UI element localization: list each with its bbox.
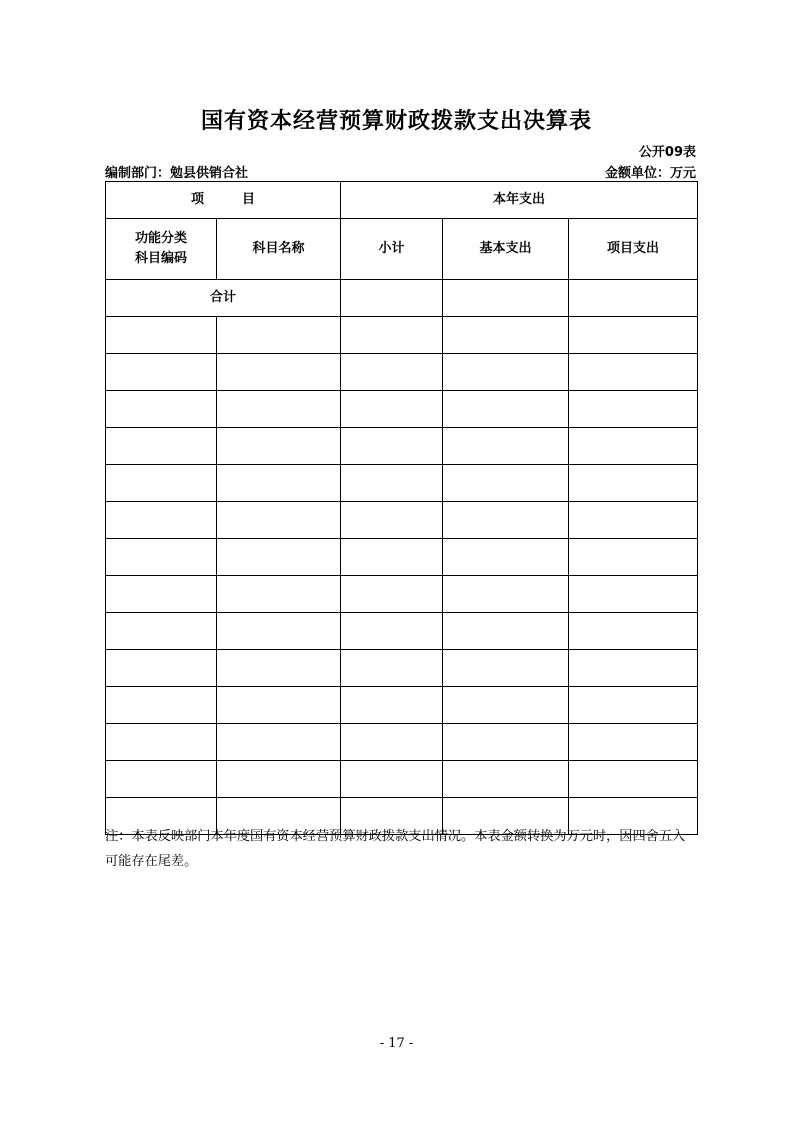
header-project: 项目支出 <box>569 219 698 280</box>
header-item-a: 项 <box>190 192 204 207</box>
department-label: 编制部门：勉县供销合社 <box>105 166 249 181</box>
cell <box>443 613 569 650</box>
cell <box>443 650 569 687</box>
cell <box>341 576 443 613</box>
cell <box>341 502 443 539</box>
cell <box>341 650 443 687</box>
cell <box>443 724 569 761</box>
header-code-line2: 科目编码 <box>134 251 187 266</box>
cell <box>443 687 569 724</box>
cell <box>106 724 217 761</box>
cell <box>217 354 341 391</box>
cell <box>341 724 443 761</box>
cell <box>341 613 443 650</box>
cell <box>569 391 698 428</box>
cell <box>341 465 443 502</box>
page-title: 国有资本经营预算财政拨款支出决算表 <box>200 109 592 134</box>
cell <box>569 761 698 798</box>
cell <box>341 317 443 354</box>
header-row-1 <box>106 182 698 219</box>
cell <box>106 613 217 650</box>
table-row <box>106 724 698 761</box>
header-item <box>106 182 341 219</box>
table-row <box>106 761 698 798</box>
header-basic: 基本支出 <box>443 219 569 280</box>
cell <box>106 687 217 724</box>
cell <box>443 354 569 391</box>
header-current-year: 本年支出 <box>341 182 698 219</box>
cell <box>569 502 698 539</box>
cell <box>443 391 569 428</box>
cell <box>569 465 698 502</box>
header-name: 科目名称 <box>217 219 341 280</box>
cell <box>341 391 443 428</box>
cell <box>217 650 341 687</box>
table-row <box>106 354 698 391</box>
cell <box>217 761 341 798</box>
cell <box>569 428 698 465</box>
header-code-line1: 功能分类 <box>134 231 187 246</box>
cell <box>569 354 698 391</box>
cell <box>443 465 569 502</box>
cell <box>341 428 443 465</box>
cell <box>106 465 217 502</box>
cell <box>106 391 217 428</box>
cell <box>569 539 698 576</box>
cell <box>217 724 341 761</box>
table-row <box>106 317 698 354</box>
table-row <box>106 650 698 687</box>
cell <box>217 428 341 465</box>
header-subtotal: 小计 <box>341 219 443 280</box>
header-code <box>106 219 217 280</box>
cell <box>217 687 341 724</box>
header-item-b: 目 <box>242 192 256 207</box>
unit-label: 金额单位：万元 <box>604 166 696 181</box>
cell <box>106 354 217 391</box>
total-label: 合计 <box>106 280 341 317</box>
cell <box>569 724 698 761</box>
cell <box>569 650 698 687</box>
cell <box>217 539 341 576</box>
cell <box>569 687 698 724</box>
cell <box>106 502 217 539</box>
table-row <box>106 428 698 465</box>
expenditure-table <box>105 181 698 835</box>
table-row <box>106 502 698 539</box>
cell <box>106 576 217 613</box>
cell <box>443 761 569 798</box>
total-basic <box>443 280 569 317</box>
cell <box>341 354 443 391</box>
cell <box>569 317 698 354</box>
cell <box>569 576 698 613</box>
form-number: 公开09表 <box>638 145 696 160</box>
table-row <box>106 576 698 613</box>
cell <box>569 613 698 650</box>
table-row <box>106 465 698 502</box>
cell <box>443 539 569 576</box>
cell <box>217 502 341 539</box>
cell <box>106 761 217 798</box>
table-row <box>106 687 698 724</box>
cell <box>217 576 341 613</box>
cell <box>443 576 569 613</box>
cell <box>443 317 569 354</box>
cell <box>106 539 217 576</box>
cell <box>341 687 443 724</box>
cell <box>217 317 341 354</box>
cell <box>217 465 341 502</box>
header-row-2 <box>106 219 698 280</box>
cell <box>443 428 569 465</box>
cell <box>341 539 443 576</box>
total-row <box>106 280 698 317</box>
table-row <box>106 391 698 428</box>
footnote: 注：本表反映部门本年度国有资本经营预算财政拨款支出情况。本表金额转换为万元时，因四舍五入可能存在尾差。 <box>105 829 686 869</box>
table-row <box>106 539 698 576</box>
total-project <box>569 280 698 317</box>
cell <box>106 650 217 687</box>
cell <box>106 428 217 465</box>
cell <box>106 317 217 354</box>
table-row <box>106 613 698 650</box>
cell <box>217 391 341 428</box>
page-number: - 17 - <box>379 1036 414 1051</box>
cell <box>217 613 341 650</box>
total-subtotal <box>341 280 443 317</box>
cell <box>341 761 443 798</box>
cell <box>443 502 569 539</box>
